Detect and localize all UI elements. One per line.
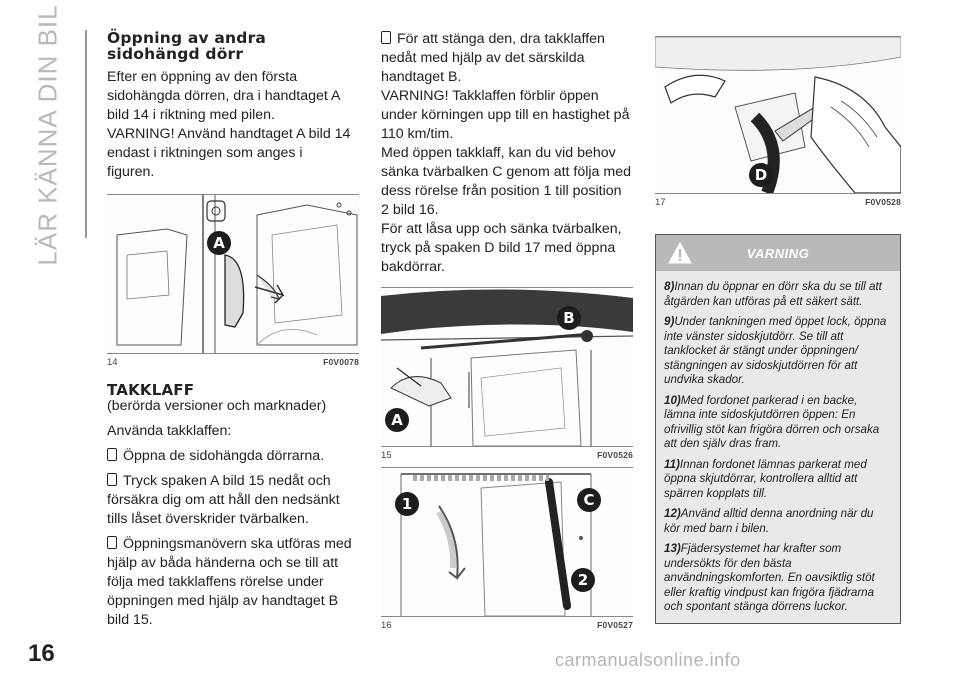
figure-16 bbox=[381, 467, 633, 617]
watermark: carmanualsonline.info bbox=[555, 650, 741, 670]
bullet-2 bbox=[107, 472, 359, 529]
figure-number: 17 bbox=[655, 197, 666, 208]
warning-item-13 bbox=[664, 542, 892, 615]
page-number: 16 bbox=[28, 640, 55, 667]
warning-triangle-icon bbox=[668, 242, 692, 264]
figure-17 bbox=[655, 36, 901, 194]
callout-B-fig15: B bbox=[557, 306, 581, 330]
callout-C-fig16: C bbox=[577, 488, 601, 512]
callout-D-fig17: D bbox=[749, 163, 773, 187]
warning-item-number: 11) bbox=[664, 457, 680, 471]
warning-item-number: 13) bbox=[664, 542, 681, 555]
intro-paragraph: Efter en öppning av den första sidohängda dörren, dra i handtaget A bild 14 i riktning med pilen. bbox=[107, 69, 340, 123]
warning-item-9 bbox=[664, 315, 892, 388]
warning-list bbox=[656, 271, 900, 623]
warning-item-text: Innan fordonet lämnas parkerat med öppna skjutdörrar, kontrollera alltid att spärren kopplats till. bbox=[664, 457, 867, 500]
roof-flap-illustration bbox=[381, 288, 633, 446]
warning-item-number: 10) bbox=[664, 393, 681, 407]
heading-line-1: Öppning av andra bbox=[107, 29, 267, 47]
bullet-close-text: För att stänga den, dra takklaffen nedåt med hjälp av det särskilda handtaget B. bbox=[381, 31, 605, 85]
figure-17-caption bbox=[655, 197, 901, 208]
warning-item-12 bbox=[664, 507, 892, 536]
figure-14-caption bbox=[107, 357, 359, 368]
warning-box bbox=[655, 234, 901, 624]
bullet-icon bbox=[381, 31, 391, 44]
column-3 bbox=[655, 30, 901, 624]
bullet-icon bbox=[107, 536, 117, 549]
callout-1-fig16: 1 bbox=[395, 492, 419, 516]
paragraph-unlock-beam: För att låsa upp och sänka tvärbalken, tryck på spaken D bild 17 med öppna bakdörrar. bbox=[381, 221, 622, 275]
figure-code: F0V0528 bbox=[865, 197, 901, 207]
callout-2-fig16: 2 bbox=[571, 568, 595, 592]
speed-warning: VARNING! Takklaffen förblir öppen under körningen upp till en hastighet på 110 km/tim. bbox=[381, 88, 630, 142]
chapter-title-text: LÄR KÄNNA DIN BIL bbox=[32, 4, 63, 266]
figure-code: F0V0527 bbox=[597, 620, 633, 630]
warning-item-text: Med fordonet parkerad i en backe, lämna inte sidoskjutdörren öppen: En ofrivillig stöt kan frigöra dörren och orsaka att den själv dras fram. bbox=[664, 393, 880, 450]
figure-15-caption bbox=[381, 450, 633, 461]
bullet-1-text: Öppna de sidohängda dörrarna. bbox=[123, 448, 325, 464]
heading-line-2: sidohängd dörr bbox=[107, 45, 244, 63]
door-handle-illustration bbox=[107, 195, 359, 353]
warning-item-8 bbox=[664, 280, 892, 309]
warning-item-text: Under tankningen med öppet lock, öppna inte vänster sidoskjutdörr. Se till att tanklocket är stängt under öppningen/ stängningen av sidoskjutdörren för att undvika skador. bbox=[664, 315, 887, 386]
warning-item-text: Fjädersystemet har krafter som undersökts för den bästa användningskomforten. En oavsiktlig stöt eller kraftig vindpust kan frigöra fjädrarna och spontant stänga dörrens luckor. bbox=[664, 542, 875, 613]
warning-paragraph: VARNING! Använd handtaget A bild 14 endast i riktningen som anges i figuren. bbox=[107, 126, 351, 180]
bullet-icon bbox=[107, 448, 117, 461]
paragraph-lower-beam: Med öppen takklaff, kan du vid behov sänka tvärbalken C genom att följa med dess rörelse från position 1 till position 2 bild 16. bbox=[381, 145, 631, 218]
warning-item-10 bbox=[664, 394, 892, 452]
warning-header bbox=[656, 235, 900, 271]
warning-item-number: 9) bbox=[664, 315, 675, 328]
figure-code: F0V0526 bbox=[597, 450, 633, 460]
bullet-icon bbox=[107, 473, 117, 486]
warning-item-number: 12) bbox=[664, 507, 681, 520]
lever-d-illustration bbox=[655, 37, 901, 193]
takklaff-subheading: (berörda versioner och marknader) bbox=[107, 398, 327, 414]
bullet-3 bbox=[107, 535, 359, 630]
figure-number: 15 bbox=[381, 450, 392, 461]
chapter-side-title bbox=[28, 4, 68, 266]
bullet-2-text: Tryck spaken A bild 15 nedåt och försäkra dig om att håll den nedsänkt tills låset överskrider tvärbalken. bbox=[107, 473, 340, 527]
column-1 bbox=[107, 30, 359, 630]
figure-14 bbox=[107, 194, 359, 354]
figure-number: 14 bbox=[107, 357, 118, 368]
usage-intro: Använda takklaffen: bbox=[107, 423, 232, 439]
bullet-1 bbox=[107, 447, 359, 466]
callout-A-fig14: A bbox=[207, 231, 231, 255]
warning-item-number: 8) bbox=[664, 280, 675, 293]
warning-item-text: Använd alltid denna anordning när du kör med barn i bilen. bbox=[664, 507, 874, 535]
callout-A-fig15: A bbox=[385, 408, 409, 432]
bullet-3-text: Öppningsmanövern ska utföras med hjälp av båda händerna och se till att följa med takklaffens rörelse under öppningen med hjälp av handtaget B bild 15. bbox=[107, 536, 352, 628]
heading-takklaff: TAKKLAFF bbox=[107, 381, 195, 399]
chapter-divider bbox=[85, 30, 87, 238]
warning-title: VARNING bbox=[746, 245, 810, 261]
figure-16-caption bbox=[381, 620, 633, 631]
heading-second-door bbox=[107, 30, 359, 62]
figure-number: 16 bbox=[381, 620, 392, 631]
figure-15 bbox=[381, 287, 633, 447]
warning-item-text: Innan du öppnar en dörr ska du se till att åtgärden kan utföras på ett säkert sätt. bbox=[664, 280, 882, 308]
figure-code: F0V0078 bbox=[323, 357, 359, 367]
column-2 bbox=[381, 30, 633, 631]
warning-item-11 bbox=[664, 458, 892, 502]
bullet-close bbox=[381, 30, 633, 87]
